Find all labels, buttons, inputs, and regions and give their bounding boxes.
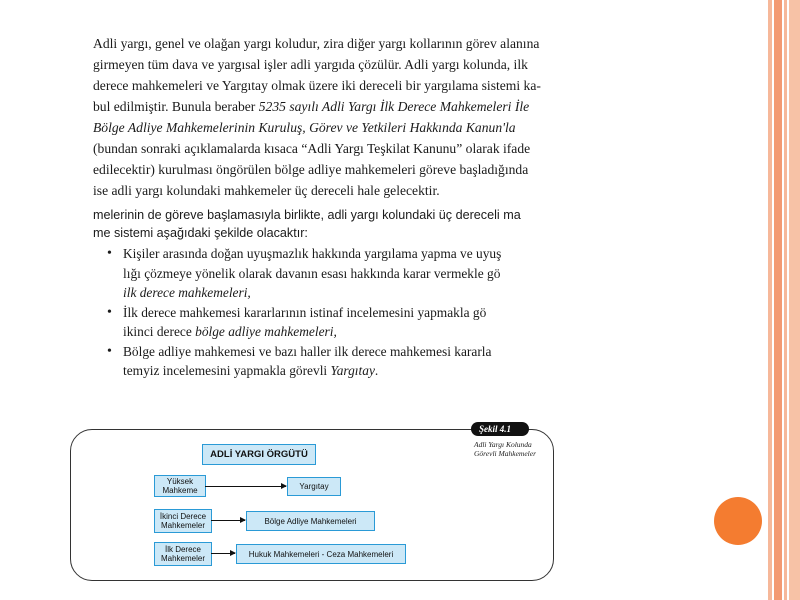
court-list [93,244,608,381]
list-item-text: . [374,363,379,378]
court-name: Yargıtay [330,363,375,378]
arrow-icon [211,553,235,554]
law-title: Bölge Adliye Mahkemelerinin Kuruluş, Görev ve Yetkileri Hakkında Kanun'la [93,120,516,135]
decorative-stripe [789,0,800,600]
clipped-excerpt [93,206,608,391]
court-box-yargitay: Yargıtay [287,477,341,496]
law-title: 5235 sayılı Adli Yargı İlk Derece Mahkemeleri İle [258,99,530,114]
level-box-second-degree: İkinci Derece Mahkemeler [154,509,212,533]
list-item [123,342,608,381]
list-item-text: • Bölge adliye mahkemesi ve bazı haller ilk derece mahkemesi kararla [123,343,492,359]
figure-badge: Şekil 4.1 [471,422,529,436]
list-item-text: temyiz incelemesini yapmakla görevli [123,363,331,378]
paragraph-line: edilecektir) kurulması öngörülen bölge adliye mahkemeleri göreve başladığında [93,162,529,177]
list-item [123,303,608,342]
list-item-text: lığı çözmeye yönelik olarak davanın esası hakkında karar vermekle gö [123,265,501,281]
list-item-text: • İlk derece mahkemesi kararlarının istinaf incelemesini yapmakla gö [123,304,487,320]
arrow-icon [211,520,245,521]
diagram-title: ADLİ YARGI ÖRGÜTÜ [202,444,316,465]
orange-circle-icon [714,497,762,545]
court-name: ilk derece mahkemeleri, [123,285,251,300]
paragraph-line: Adli yargı, genel ve olağan yargı koludur, zira diğer yargı kollarının görev alanına [93,36,540,51]
list-item-text: ikinci derece [123,324,196,339]
level-box-high-court: Yüksek Mahkeme [154,475,206,497]
list-item-text [123,322,608,342]
paragraph-line [93,96,651,117]
paragraph-line: derece mahkemeleri ve Yargıtay olmak üzere iki dereceli bir yargılama sistemi ka- [93,78,541,93]
paragraph-line: girmeyen tüm dava ve yargısal işler adli yargıda çözülür. Adli yargı kolunda, ilk [93,57,528,72]
court-name: bölge adliye mahkemeleri, [195,324,337,339]
excerpt-line: melerinin de göreve başlamasıyla birlikte, adli yargı kolundaki üç dereceli ma [93,208,521,222]
paragraph-line: ise adli yargı kolundaki mahkemeler üç dereceli hale gelecektir. [93,183,440,198]
decorative-stripe [774,0,782,600]
list-item-text: • Kişiler arasında doğan uyuşmazlık hakkında yargılama yapma ve uyuş [123,246,502,261]
court-box-first-instance: Hukuk Mahkemeleri - Ceza Mahkemeleri [236,544,406,564]
list-item [123,244,608,303]
figure-caption: Adli Yargı Kolunda Görevli Mahkemeler [474,440,536,458]
arrow-icon [205,486,286,487]
paragraph-line: (bundan sonraki açıklamalarda kısaca “Adli Yargı Teşkilat Kanunu” olarak ifade [93,141,531,156]
paragraph-text: bul edilmiştir. Bunula beraber [93,99,259,114]
court-box-regional: Bölge Adliye Mahkemeleri [246,511,375,531]
decorative-stripe [768,0,772,600]
level-box-first-degree: İlk Derece Mahkemeler [154,542,212,566]
paragraph-line [93,117,651,138]
excerpt-line: me sistemi aşağıdaki şekilde olacaktır: [93,226,308,240]
decorative-stripe [784,0,787,600]
intro-paragraph [93,33,651,201]
list-item-text [123,361,608,381]
